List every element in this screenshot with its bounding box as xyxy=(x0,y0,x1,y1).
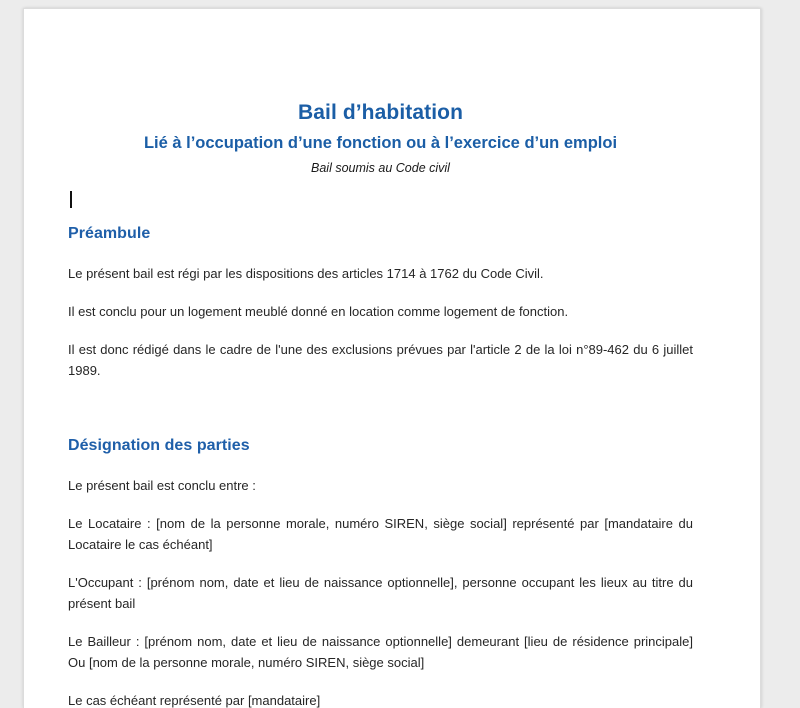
paragraph-designation-bailleur: Le Bailleur : [prénom nom, date et lieu de naissance optionnelle] demeurant [lieu de résidence principale] Ou [nom de la personne morale, numéro SIREN, siège social] xyxy=(68,634,693,670)
text-caret-line[interactable] xyxy=(68,189,693,219)
document-subtitle: Lié à l’occupation d’une fonction ou à l’exercice d’un emploi xyxy=(143,134,618,152)
document-body xyxy=(68,9,693,708)
paragraph-designation-locataire: Le Locataire : [nom de la personne morale, numéro SIREN, siège social] représenté par [mandataire du Locataire le cas échéant] xyxy=(68,516,693,552)
section-heading-preambule: Préambule xyxy=(68,225,151,242)
paragraph-designation-1: Le présent bail est conclu entre : xyxy=(68,478,256,493)
section-heading-designation-des-parties: Désignation des parties xyxy=(68,437,250,454)
paragraph-preambule-2: Il est conclu pour un logement meublé donné en location comme logement de fonction. xyxy=(68,304,569,319)
text-cursor-caret xyxy=(70,191,72,208)
paragraph-preambule-1: Le présent bail est régi par les dispositions des articles 1714 à 1762 du Code Civil. xyxy=(68,266,544,281)
paragraph-preambule-3: Il est donc rédigé dans le cadre de l'une des exclusions prévues par l'article 2 de la loi n°89-462 du 6 juillet 1989. xyxy=(68,342,693,378)
document-page[interactable] xyxy=(23,8,761,708)
paragraph-designation-occupant: L'Occupant : [prénom nom, date et lieu de naissance optionnelle], personne occupant les lieux au titre du présent bail xyxy=(68,575,693,611)
document-subsubtitle: Bail soumis au Code civil xyxy=(311,161,450,175)
document-title: Bail d’habitation xyxy=(297,101,464,124)
paragraph-designation-mandataire: Le cas échéant représenté par [mandataire] xyxy=(68,693,321,708)
